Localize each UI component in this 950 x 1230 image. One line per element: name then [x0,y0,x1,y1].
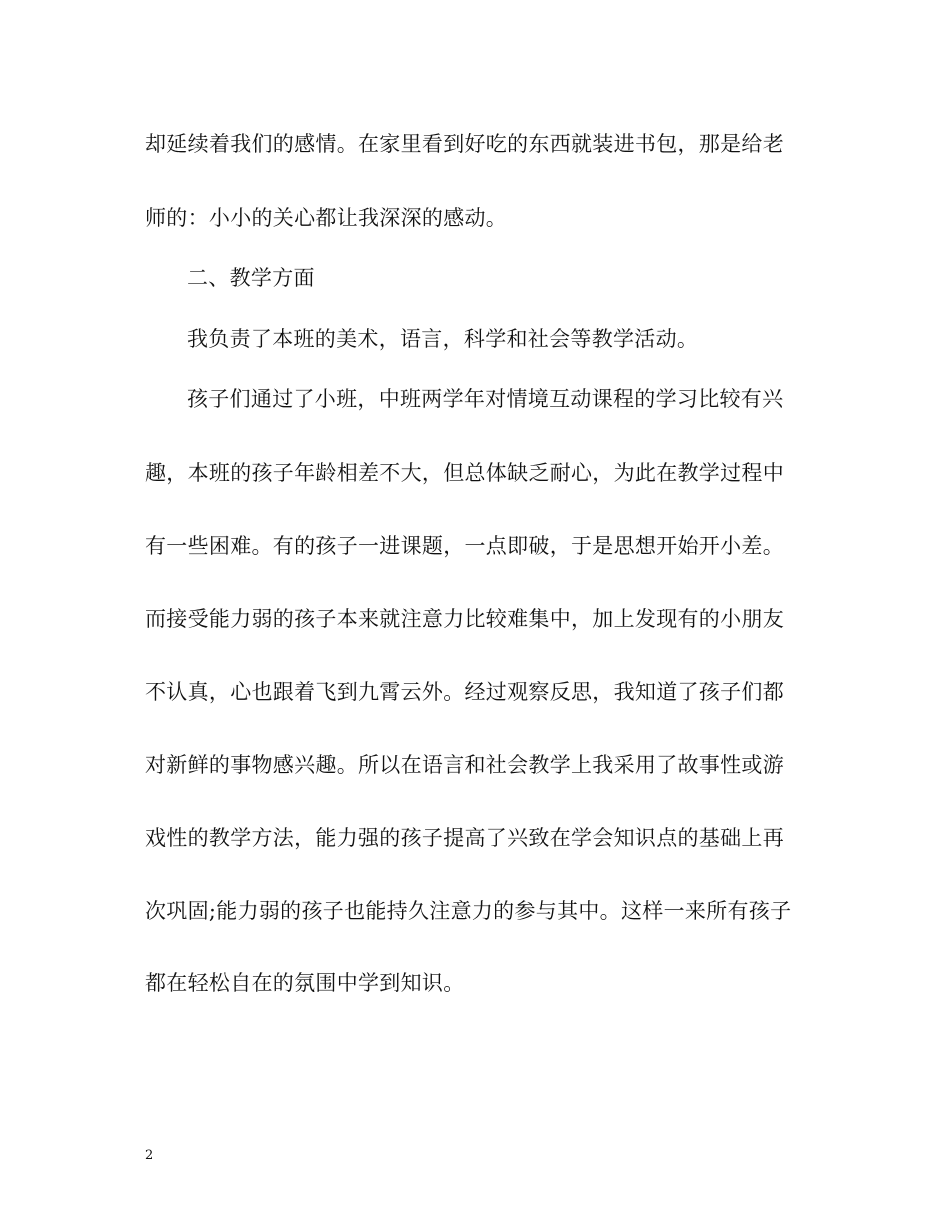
page-number: 2 [145,1148,154,1163]
paragraph-line-12: 次巩固;能力弱的孩子也能持久注意力的参与其中。这样一来所有孩子 [145,899,792,923]
paragraph-line-8: 而接受能力弱的孩子本来就注意力比较难集中，加上发现有的小朋友 [145,607,784,631]
paragraph-line-10: 对新鲜的事物感兴趣。所以在语言和社会教学上我采用了故事性或游 [145,753,784,777]
paragraph-line-5: 孩子们通过了小班，中班两学年对情境互动课程的学习比较有兴 [187,387,784,411]
paragraph-line-1: 却延续着我们的感情。在家里看到好吃的东西就装进书包，那是给老 [145,132,784,156]
paragraph-line-4: 我负责了本班的美术，语言，科学和社会等教学活动。 [187,327,699,351]
paragraph-line-11: 戏性的教学方法，能力强的孩子提高了兴致在学会知识点的基础上再 [145,826,784,850]
paragraph-line-2: 师的：小小的关心都让我深深的感动。 [145,206,508,230]
paragraph-line-13: 都在轻松自在的氛围中学到知识。 [145,971,465,995]
paragraph-line-9: 不认真，心也跟着飞到九霄云外。经过观察反思，我知道了孩子们都 [145,680,784,704]
section-heading: 二、教学方面 [187,266,315,290]
paragraph-line-7: 有一些困难。有的孩子一进课题，一点即破，于是思想开始开小差。 [145,534,784,558]
paragraph-line-6: 趣，本班的孩子年龄相差不大，但总体缺乏耐心，为此在教学过程中 [145,461,784,485]
